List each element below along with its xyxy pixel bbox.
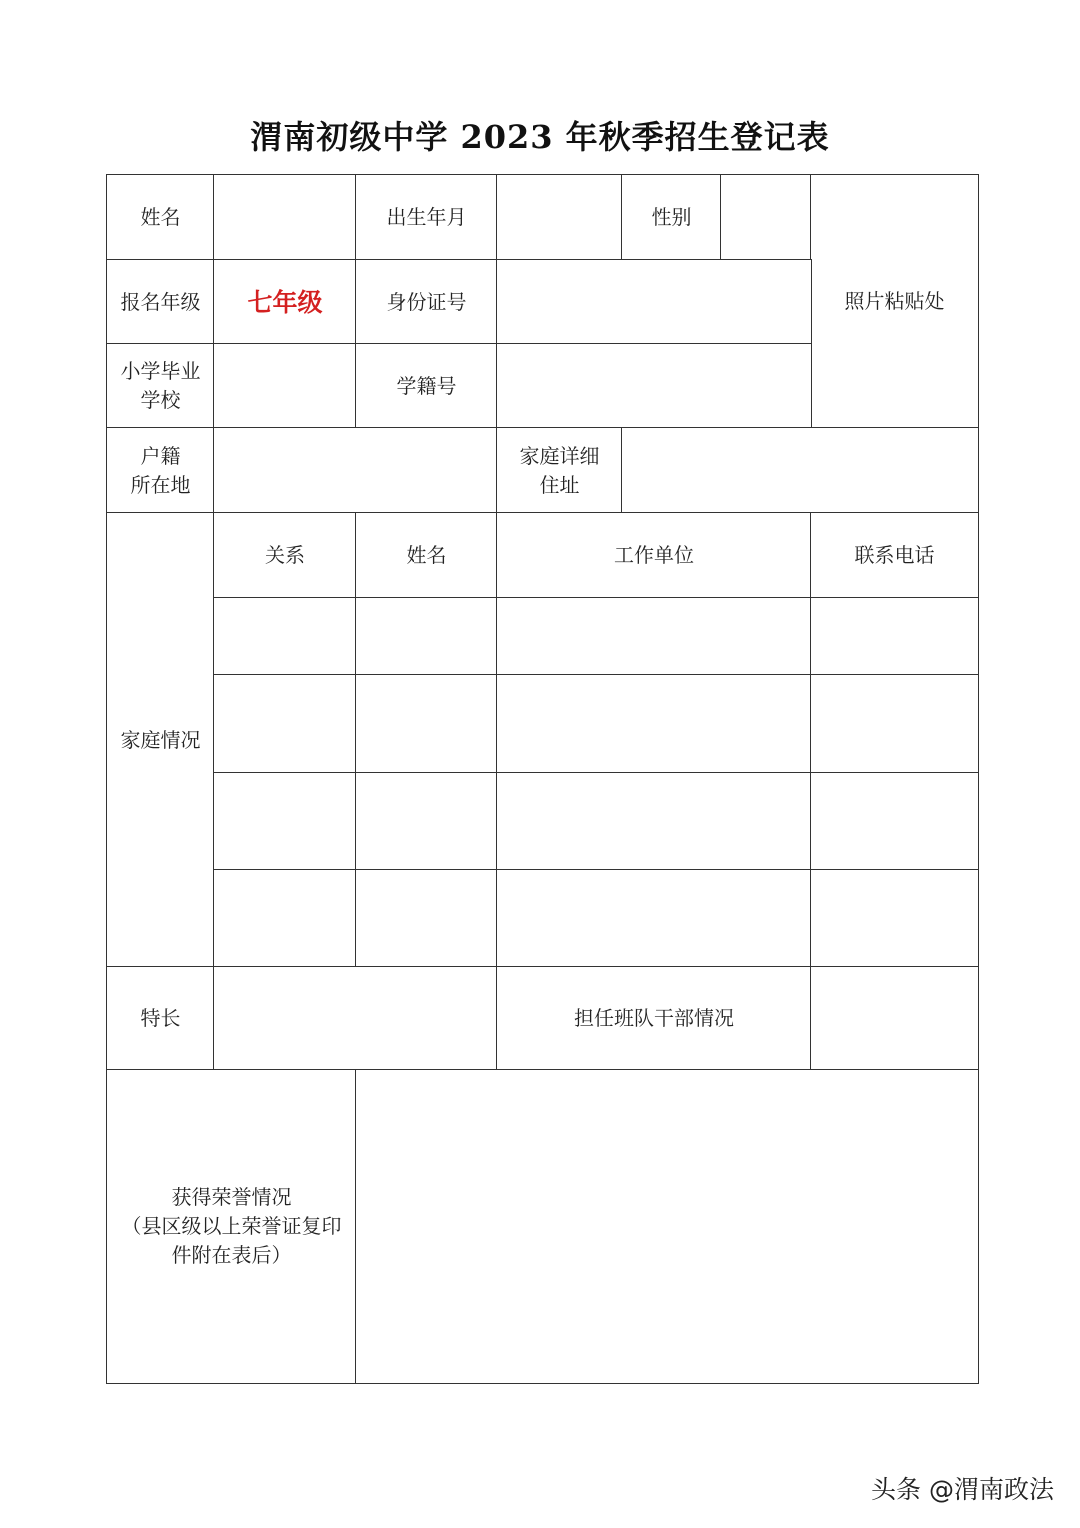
honors-label-line2: （县区级以上荣誉证复印 [121, 1214, 342, 1238]
primary-school-field[interactable] [213, 343, 357, 429]
honors-label [106, 1069, 357, 1384]
primary-school-label [106, 343, 215, 429]
student-no-field[interactable] [496, 343, 812, 429]
honors-label-line3: 件附在表后） [171, 1243, 292, 1267]
birth-label: 出生年月 [355, 174, 498, 261]
family-name-field[interactable] [355, 772, 498, 871]
family-name-field[interactable] [355, 674, 498, 774]
hukou-label-line2: 所在地 [130, 472, 191, 497]
student-no-label: 学籍号 [355, 343, 498, 429]
grade-value[interactable]: 七年级 [213, 259, 357, 345]
family-workplace-field[interactable] [496, 597, 812, 676]
grade-label: 报名年级 [106, 259, 215, 345]
family-header-phone: 联系电话 [810, 512, 979, 599]
family-phone-field[interactable] [810, 869, 979, 968]
family-workplace-field[interactable] [496, 674, 812, 774]
family-name-field[interactable] [355, 869, 498, 968]
family-workplace-field[interactable] [496, 869, 812, 968]
hukou-label [106, 427, 215, 514]
name-label: 姓名 [106, 174, 215, 261]
honors-label-line1: 获得荣誉情况 [171, 1185, 292, 1209]
family-header-name: 姓名 [355, 512, 498, 599]
family-relation-field[interactable] [213, 772, 357, 871]
honors-field[interactable] [355, 1069, 979, 1384]
family-header-relation: 关系 [213, 512, 357, 599]
family-workplace-field[interactable] [496, 772, 812, 871]
page-title: 渭南初级中学 2023 年秋季招生登记表 [250, 118, 830, 156]
gender-label: 性别 [621, 174, 722, 261]
family-phone-field[interactable] [810, 674, 979, 774]
address-label [496, 427, 623, 514]
family-relation-field[interactable] [213, 597, 357, 676]
hukou-label-line1: 户籍 [140, 443, 181, 468]
family-phone-field[interactable] [810, 597, 979, 676]
address-label-line2: 住址 [539, 472, 580, 497]
birth-field[interactable] [496, 174, 623, 261]
specialty-field[interactable] [213, 966, 498, 1071]
specialty-label: 特长 [106, 966, 215, 1071]
address-label-line1: 家庭详细 [519, 443, 600, 468]
family-phone-field[interactable] [810, 772, 979, 871]
photo-area[interactable]: 照片粘贴处 [810, 174, 979, 429]
watermark: 头条 @渭南政法 [871, 1475, 1054, 1504]
id-label: 身份证号 [355, 259, 498, 345]
primary-school-label-line1: 小学毕业 [120, 359, 201, 383]
family-header-workplace: 工作单位 [496, 512, 812, 599]
hukou-field[interactable] [213, 427, 498, 514]
cadre-field[interactable] [810, 966, 979, 1071]
family-label: 家庭情况 [106, 512, 215, 968]
family-relation-field[interactable] [213, 674, 357, 774]
family-relation-field[interactable] [213, 869, 357, 968]
address-field[interactable] [621, 427, 979, 514]
cadre-label: 担任班队干部情况 [496, 966, 812, 1071]
family-name-field[interactable] [355, 597, 498, 676]
primary-school-label-line2: 学校 [140, 388, 181, 412]
name-field[interactable] [213, 174, 357, 261]
gender-field[interactable] [720, 174, 812, 261]
id-field[interactable] [496, 259, 812, 345]
